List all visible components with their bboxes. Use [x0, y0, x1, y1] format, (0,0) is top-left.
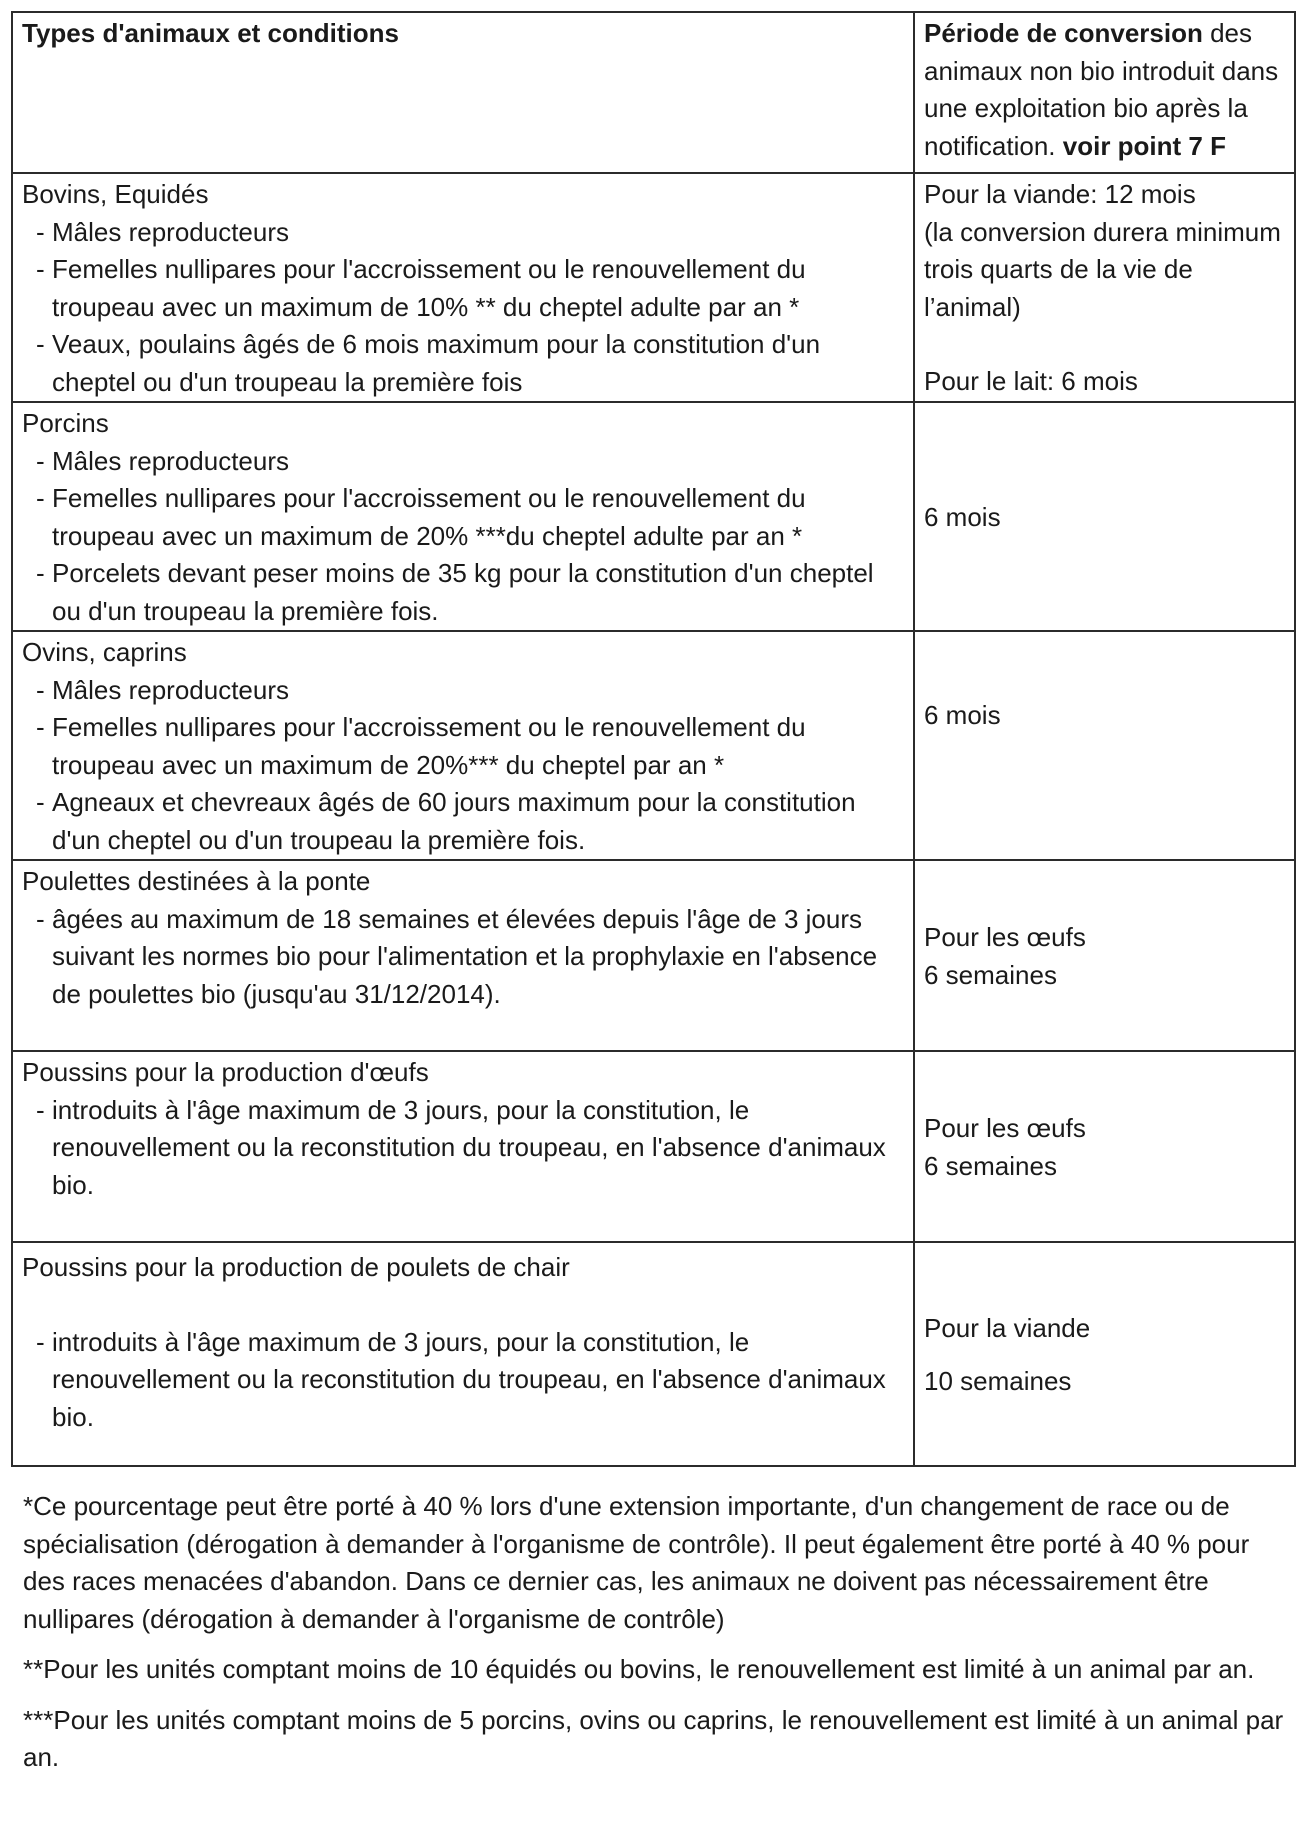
table-row: [12, 860, 1295, 1051]
condition-item: - Femelles nullipares pour l'accroissement ou le renouvellement du troupeau avec un maximum de 10% ** du cheptel adulte par an *: [22, 251, 904, 326]
condition-item: - Femelles nullipares pour l'accroissement ou le renouvellement du troupeau avec un maximum de 20%*** du cheptel par an *: [22, 709, 904, 784]
condition-item: - Mâles reproducteurs: [22, 214, 904, 252]
table-header-row: [12, 12, 1295, 173]
condition-item: - Femelles nullipares pour l'accroissement ou le renouvellement du troupeau avec un maximum de 20% ***du cheptel adulte par an *: [22, 480, 904, 555]
condition-item: - Porcelets devant peser moins de 35 kg pour la constitution d'un cheptel ou d'un troupeau la première fois.: [22, 555, 904, 630]
condition-spacer: [22, 1287, 904, 1324]
condition-item: - Agneaux et chevreaux âgés de 60 jours maximum pour la constitution d'un cheptel ou d'un troupeau la première fois.: [22, 784, 904, 859]
period-text: Pour les œufs: [924, 1113, 1086, 1143]
condition-item: - âgées au maximum de 18 semaines et élevées depuis l'âge de 3 jours suivant les normes bio pour l'alimentation et la prophylaxie en l'absence de poulettes bio (jusqu'au 31/12/2014).: [22, 901, 904, 1014]
footnote-single-star: *Ce pourcentage peut être porté à 40 % lors d'une extension importante, d'un changement de race ou de spécialisation (dérogation à demander à l'organisme de contrôle). Il peut également être porté à 40 % pour des races menacées d'abandon. Dans ce dernier cas, les animaux ne doivent pas nécessairement être nullipares (dérogation à demander à l'organisme de contrôle): [23, 1491, 1250, 1634]
types-cell: [12, 1051, 914, 1242]
table-row: [12, 1051, 1295, 1242]
table-row: [12, 631, 1295, 860]
period-text: 6 mois: [924, 501, 1001, 532]
footnotes: [23, 1488, 1285, 1790]
period-text: Pour la viande: [924, 1313, 1091, 1343]
period-text: 6 mois: [924, 700, 1001, 730]
footnote-double-star: **Pour les unités comptant moins de 10 équidés ou bovins, le renouvellement est limité à un animal par an.: [23, 1654, 1255, 1684]
condition-item: - introduits à l'âge maximum de 3 jours, pour la constitution, le renouvellement ou la reconstitution du troupeau, en l'absence d'animaux bio.: [22, 1324, 904, 1437]
types-cell: [12, 1242, 914, 1466]
period-spacer: [924, 326, 1285, 363]
condition-item: - Mâles reproducteurs: [22, 672, 904, 710]
header-cell-period: [914, 12, 1295, 173]
table-row: [12, 173, 1295, 402]
animal-type-title: Poussins pour la production d'œufs: [22, 1057, 429, 1087]
header-cell-types: [12, 12, 914, 173]
period-text: 6 semaines: [924, 959, 1057, 990]
types-cell: [12, 402, 914, 631]
period-text: 10 semaines: [924, 1366, 1072, 1396]
conversion-table: [11, 11, 1296, 1467]
period-text: (la conversion durera minimum trois quarts de la vie de l’animal): [924, 216, 1281, 322]
condition-item: - introduits à l'âge maximum de 3 jours, pour la constitution, le renouvellement ou la reconstitution du troupeau, en l'absence d'animaux bio.: [22, 1092, 904, 1205]
condition-item: - Veaux, poulains âgés de 6 mois maximum pour la constitution d'un cheptel ou d'un troupeau la première fois: [22, 326, 904, 401]
animal-type-title: Porcins: [22, 408, 109, 438]
period-text: Pour le lait: 6 mois: [924, 366, 1138, 396]
period-text: Pour les œufs: [924, 922, 1086, 952]
period-text: 6 semaines: [924, 1150, 1057, 1181]
header-types-label: Types d'animaux et conditions: [22, 18, 399, 48]
period-cell: [914, 1242, 1295, 1466]
period-cell: [914, 631, 1295, 860]
header-period-ref: voir point 7 F: [1062, 130, 1226, 161]
types-cell: [12, 860, 914, 1051]
animal-type-title: Poussins pour la production de poulets de chair: [22, 1252, 570, 1282]
types-cell: [12, 173, 914, 402]
header-period-bold: Période de conversion: [924, 18, 1203, 48]
animal-type-title: Bovins, Equidés: [22, 179, 209, 209]
period-text: Pour la viande: 12 mois: [924, 179, 1196, 209]
period-cell: [914, 402, 1295, 631]
animal-type-title: Poulettes destinées à la ponte: [22, 866, 371, 896]
header-period-text: des animaux non bio introduit dans une exploitation bio après la notification.: [924, 18, 1279, 161]
table-row: [12, 402, 1295, 631]
condition-item: - Mâles reproducteurs: [22, 443, 904, 481]
animal-type-title: Ovins, caprins: [22, 637, 187, 667]
footnote-triple-star: ***Pour les unités comptant moins de 5 porcins, ovins ou caprins, le renouvellement est limité à un animal par an.: [23, 1704, 1284, 1772]
period-cell: [914, 173, 1295, 402]
period-cell: [914, 860, 1295, 1051]
table-row: [12, 1242, 1295, 1466]
period-cell: [914, 1051, 1295, 1242]
types-cell: [12, 631, 914, 860]
